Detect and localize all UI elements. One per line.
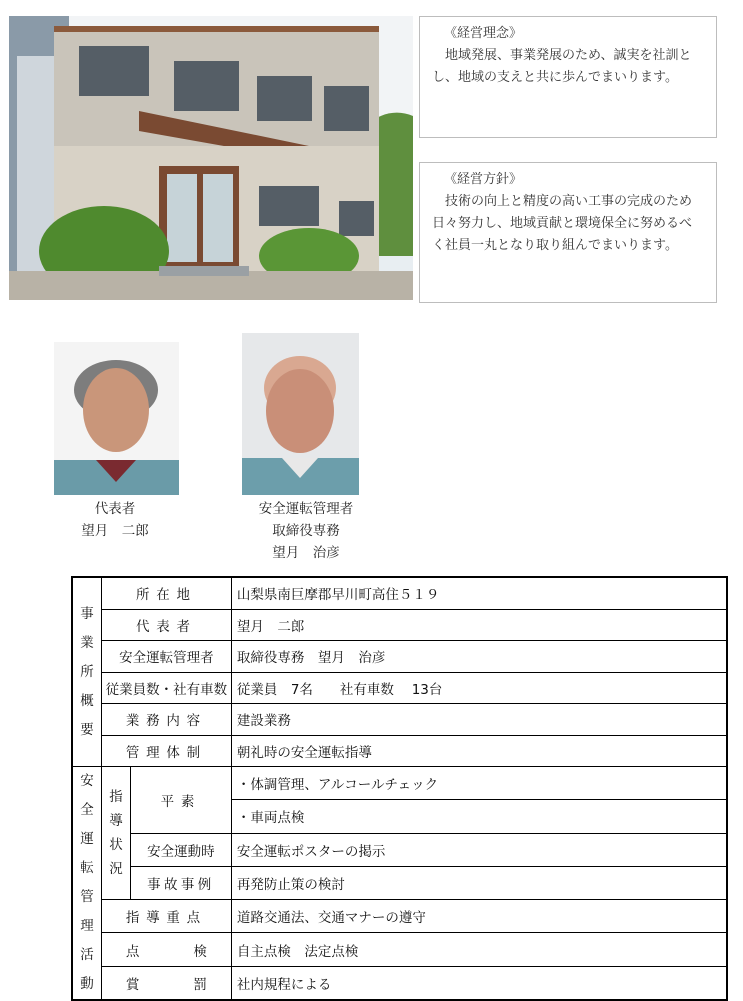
normal-value-1: ・体調管理、アルコールチェック (231, 767, 727, 800)
safety-manager-title: 取締役専務 (272, 523, 340, 539)
location-label: 所在地 (101, 577, 231, 609)
location-value: 山梨県南巨摩郡早川町高住５１９ (231, 577, 727, 609)
inspect-label: 点 検 (101, 933, 231, 966)
philosophy-body: 地域発展、事業発展のため、誠実を社訓とし、地域の支えと共に歩んでまいります。 (432, 48, 692, 85)
reward-label: 賞 罰 (101, 966, 231, 1000)
safedrive-label: 安全運動時 (130, 833, 231, 866)
table-row (72, 767, 727, 800)
accident-value: 再発防止策の検討 (231, 866, 727, 899)
policy-box (419, 162, 717, 303)
table-row (72, 933, 727, 966)
company-info-table (71, 576, 728, 1001)
portrait-representative (54, 342, 179, 495)
policy-body: 技術の向上と精度の高い工事の完成のため日々努力し、地域貢献と環境保全に努めるべく社員一丸となり取り組んでまいります。 (432, 194, 693, 253)
table-row (72, 900, 727, 933)
rep-value: 望月 二郎 (231, 609, 727, 641)
employees-value: 従業員 7名 社有車数 13台 (231, 672, 727, 704)
representative-role: 代表者 (94, 501, 136, 517)
safety-manager-name: 望月 治彦 (272, 545, 340, 561)
table-row (72, 609, 727, 641)
normal-value-2: ・車両点検 (231, 800, 727, 833)
mgmt-value: 朝礼時の安全運転指導 (231, 735, 727, 767)
safedrive-value: 安全運転ポスターの掲示 (231, 833, 727, 866)
focus-label: 指導重点 (101, 900, 231, 933)
table-row (72, 866, 727, 899)
focus-value: 道路交通法、交通マナーの遵守 (231, 900, 727, 933)
safety-label: 安全運転管理者 (101, 641, 231, 673)
table-row (72, 735, 727, 767)
table-row (72, 672, 727, 704)
building-photo (9, 16, 413, 300)
business-label: 業務内容 (101, 704, 231, 736)
employees-label: 従業員数・社有車数 (101, 672, 231, 704)
safety-value: 取締役専務 望月 治彦 (231, 641, 727, 673)
guidance-label: 指 導 状 況 (101, 767, 130, 900)
business-value: 建設業務 (231, 704, 727, 736)
section-overview-label: 事 業 所 概 要 (72, 577, 101, 767)
accident-label: 事故事例 (130, 866, 231, 899)
mgmt-label: 管理体制 (101, 735, 231, 767)
table-row (72, 641, 727, 673)
rep-label: 代表者 (101, 609, 231, 641)
reward-value: 社内規程による (231, 966, 727, 1000)
normal-label: 平素 (130, 767, 231, 834)
policy-title: 《経営方針》 (444, 172, 523, 187)
table-row (72, 833, 727, 866)
safety-manager-role: 安全運転管理者 (258, 501, 354, 517)
table-row (72, 577, 727, 609)
caption-safety-manager (236, 498, 376, 564)
portrait-safety-manager (242, 333, 359, 495)
table-row (72, 966, 727, 1000)
inspect-value: 自主点検 法定点検 (231, 933, 727, 966)
caption-representative (40, 498, 190, 542)
table-row (72, 704, 727, 736)
philosophy-box (419, 16, 717, 138)
representative-name: 望月 二郎 (81, 523, 149, 539)
philosophy-title: 《経営理念》 (444, 26, 523, 41)
section-safety-label: 安 全 運 転 管 理 活 動 (72, 767, 101, 1001)
